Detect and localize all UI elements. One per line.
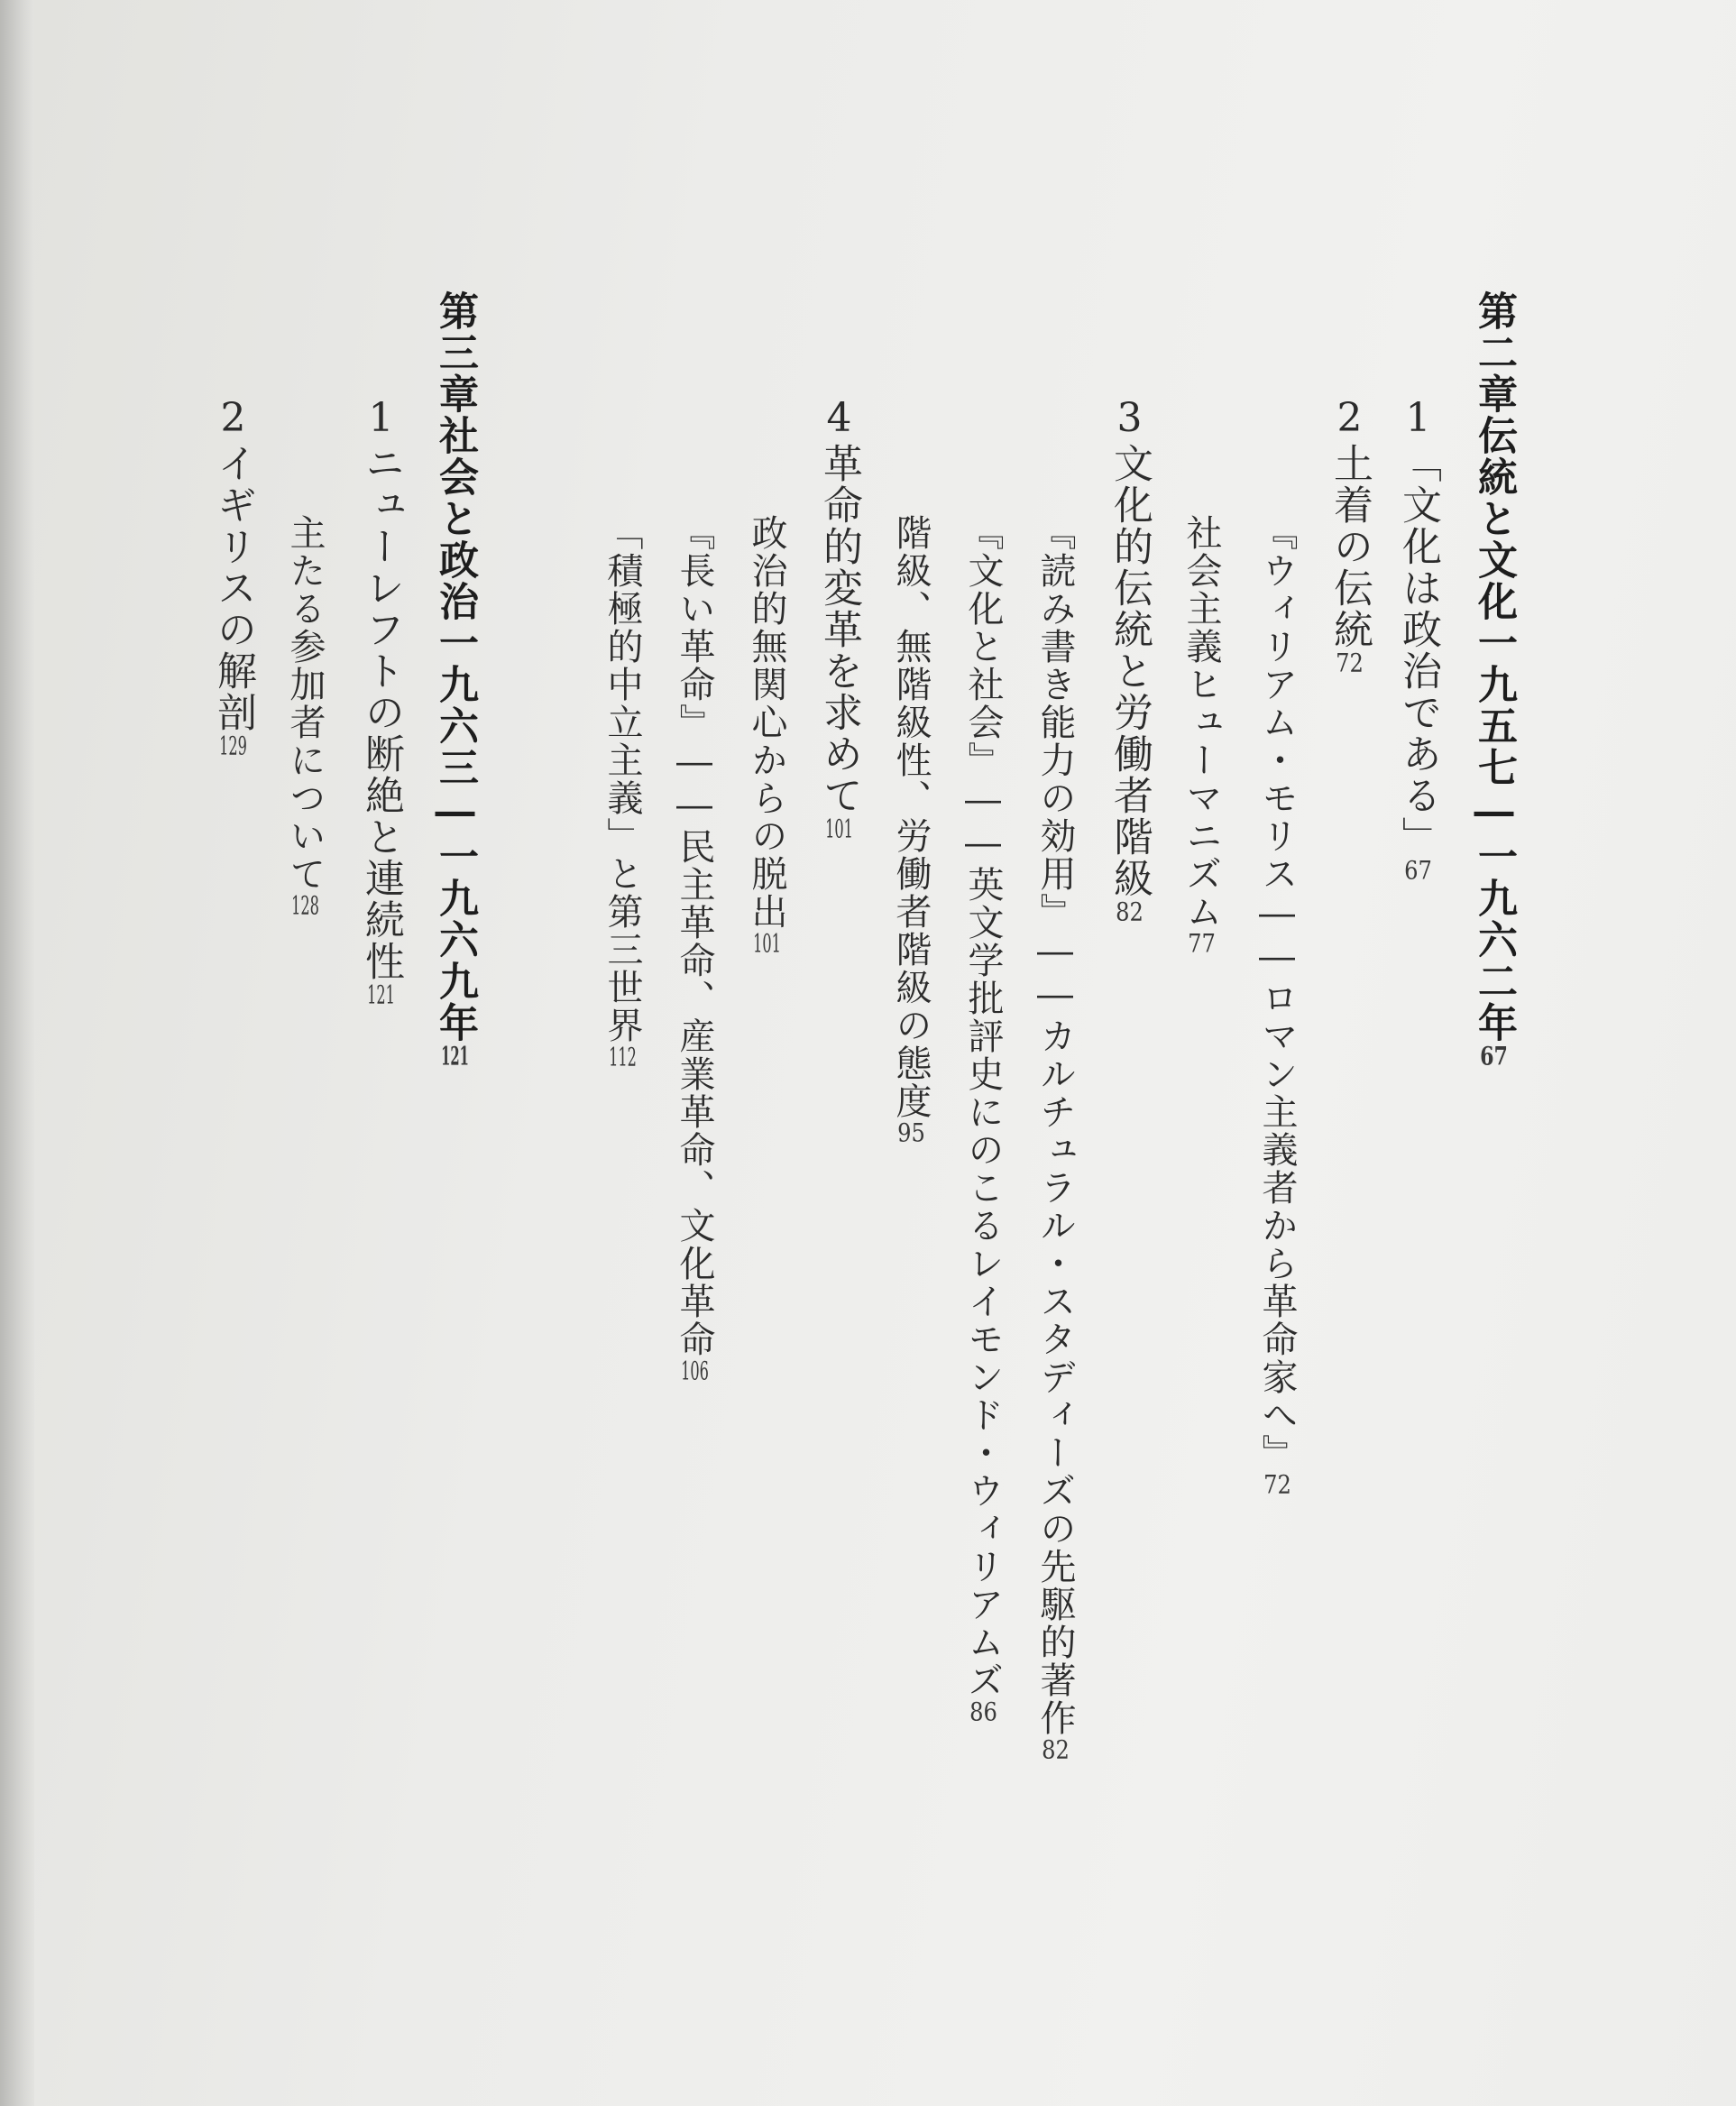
- subsection-title: 政治的無関心からの脱出: [746, 514, 787, 931]
- subsection-page: 82: [1042, 1737, 1070, 1762]
- toc-subentry-2-3c: [890, 514, 958, 1145]
- section-title: イギリスの解剖: [210, 443, 256, 733]
- subsection-title: 社会主義ヒューマニズム: [1180, 514, 1222, 931]
- subsection-title: 主たる参加者について: [284, 514, 326, 893]
- chapter-3-title: 社会と政治: [432, 415, 478, 622]
- toc-subentry-2-4c: [602, 514, 669, 1070]
- chapter-3-years: 一九六三―一九六九年: [432, 622, 478, 1044]
- subsection-page: 95: [897, 1120, 925, 1145]
- section-number: 2: [1327, 395, 1373, 443]
- toc-entry-2-3: [1107, 395, 1176, 924]
- toc-subentry-2-4a: [746, 514, 813, 956]
- toc-subentry-2-4b: [674, 514, 741, 1384]
- subsection-page: 128: [291, 893, 319, 918]
- toc-subentry-2-3a: [1034, 514, 1102, 1762]
- chapter-3-label: 第三章: [432, 290, 478, 415]
- section-page: 101: [825, 816, 853, 841]
- section-title: 「文化は政治である」: [1395, 443, 1441, 858]
- toc-subentry-2-2b: [1180, 514, 1248, 956]
- section-number: 1: [1395, 395, 1441, 443]
- section-page: 82: [1116, 899, 1144, 924]
- page-edge-shadow: [0, 0, 34, 2106]
- subsection-title: 「積極的中立主義」と第三世界: [602, 514, 643, 1044]
- section-number: 4: [816, 395, 862, 443]
- toc-entry-2-2: [1327, 395, 1396, 676]
- chapter-3-heading: [432, 290, 501, 1069]
- section-page: 129: [219, 733, 247, 759]
- subsection-title: 『読み書き能力の効用』――カルチュラル・スタディーズの先駆的著作: [1034, 514, 1076, 1737]
- section-page: 121: [367, 982, 395, 1007]
- book-page: [34, 0, 1736, 2106]
- section-page: 67: [1404, 858, 1432, 883]
- section-title: 革命的変革を求めて: [816, 443, 862, 816]
- subsection-title: 階級、無階級性、労働者階級の態度: [890, 514, 932, 1120]
- subsection-page: 106: [681, 1358, 709, 1384]
- toc-subentry-2-3b: [962, 514, 1030, 1724]
- chapter-2-label: 第二章: [1471, 290, 1517, 415]
- subsection-title: 『ウィリアム・モリス――ロマン主義者から革命家へ』: [1256, 514, 1298, 1472]
- section-title: ニューレフトの断絶と連続性: [358, 443, 404, 982]
- chapter-2-years: 一九五七―一九六二年: [1471, 622, 1517, 1044]
- toc-entry-2-4: [816, 395, 886, 841]
- chapter-2-title: 伝統と文化: [1471, 415, 1517, 622]
- toc-entry-3-2: [210, 395, 280, 759]
- subsection-page: 101: [753, 931, 781, 956]
- subsection-title: 『長い革命』――民主革命、産業革命、文化革命: [674, 514, 715, 1358]
- toc-subentry-3-1a: [284, 514, 352, 918]
- section-number: 1: [358, 395, 404, 443]
- chapter-3-page: 121: [441, 1044, 469, 1069]
- subsection-page: 77: [1188, 931, 1216, 956]
- section-number: 2: [210, 395, 256, 443]
- toc-subentry-2-2a: [1256, 514, 1324, 1497]
- section-title: 土着の伝統: [1327, 443, 1373, 650]
- section-title: 文化的伝統と労働者階級: [1107, 443, 1153, 899]
- toc-entry-3-1: [358, 395, 427, 1007]
- subsection-title: 『文化と社会』――英文学批評史にのこるレイモンド・ウィリアムズ: [962, 514, 1004, 1699]
- subsection-page: 112: [609, 1044, 637, 1070]
- chapter-2-heading: [1471, 290, 1540, 1069]
- toc-entry-2-1: [1395, 395, 1465, 883]
- section-number: 3: [1107, 395, 1153, 443]
- subsection-page: 86: [969, 1699, 997, 1724]
- subsection-page: 72: [1263, 1472, 1291, 1497]
- chapter-2-page: 67: [1480, 1044, 1508, 1069]
- section-page: 72: [1336, 650, 1364, 676]
